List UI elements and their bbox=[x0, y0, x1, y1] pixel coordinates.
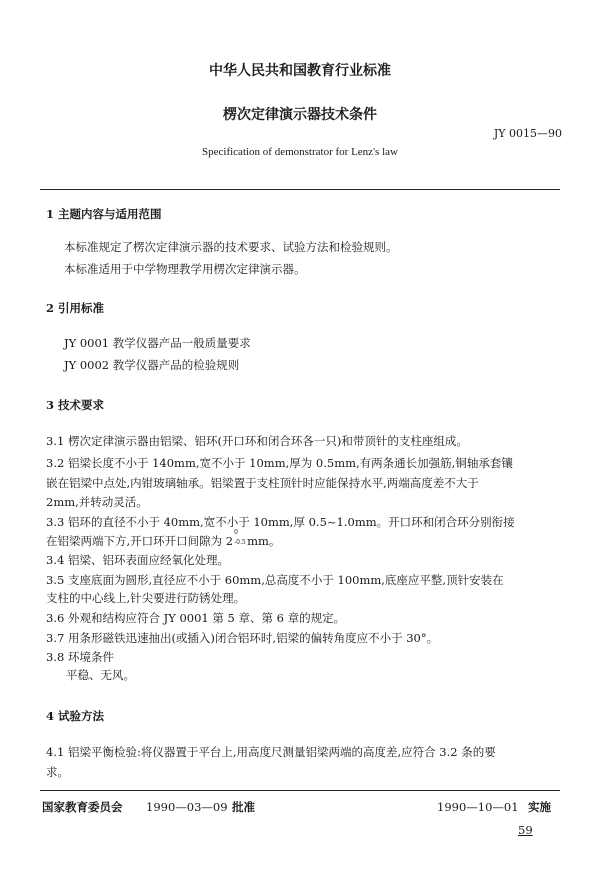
approval-date: 1990—03—09 bbox=[146, 800, 228, 814]
clause-3-3-line-1: 3.3 铝环的直径不小于 40mm,宽不小于 10mm,厚 0.5~1.0mm。开口环和闭合环分别衔接 bbox=[46, 515, 515, 529]
clause-3-5-line-2: 支柱的中心线上,针尖要进行防锈处理。 bbox=[46, 591, 246, 605]
english-title: Specification of demonstrator for Lenz's law bbox=[202, 146, 398, 158]
footer-divider bbox=[40, 790, 560, 791]
implementation-label: 实施 bbox=[528, 800, 551, 814]
clause-4-1-line-2: 求。 bbox=[46, 765, 69, 779]
issuing-committee: 国家教育委员会 bbox=[42, 800, 123, 814]
clause-3-2-line-3: 2mm,并转动灵活。 bbox=[46, 495, 148, 509]
section-2-heading: 2 引用标准 bbox=[46, 301, 105, 315]
clause-3-3-unit: mm。 bbox=[247, 534, 281, 548]
section-3-heading: 3 技术要求 bbox=[46, 398, 105, 412]
clause-3-8: 3.8 环境条件 bbox=[46, 650, 114, 664]
section-4-heading: 4 试验方法 bbox=[46, 709, 105, 723]
section-1-para-1: 本标准规定了楞次定律演示器的技术要求、试验方法和检验规则。 bbox=[64, 240, 398, 254]
section-1-heading: 1 主题内容与适用范围 bbox=[46, 207, 162, 221]
clause-4-1-line-1: 4.1 铝梁平衡检验:将仪器置于平台上,用高度尺测量铝梁两端的高度差,应符合 3.2 条的要 bbox=[46, 745, 496, 759]
standard-number: JY 0015—90 bbox=[493, 127, 562, 140]
header-divider bbox=[40, 189, 560, 190]
clause-3-5-line-1: 3.5 支座底面为圆形,直径应不小于 60mm,总高度不小于 100mm,底座应平整,顶针安装在 bbox=[46, 573, 504, 587]
implementation-date: 1990—10—01 bbox=[437, 800, 519, 814]
page-number: 59 bbox=[518, 823, 533, 837]
doc-title: 楞次定律演示器技术条件 bbox=[223, 107, 377, 123]
clause-3-2-line-1: 3.2 铝梁长度不小于 140mm,宽不小于 10mm,厚为 0.5mm,有两条通长加强筋,铜轴承套镶 bbox=[46, 456, 513, 470]
approval-label: 批准 bbox=[232, 800, 255, 814]
clause-3-6: 3.6 外观和结构应符合 JY 0001 第 5 章、第 6 章的规定。 bbox=[46, 611, 346, 625]
clause-3-3-text: 在铝梁两端下方,开口环开口间隙为 2 bbox=[46, 534, 234, 548]
clause-3-4: 3.4 铝梁、铝环表面应经氧化处理。 bbox=[46, 553, 229, 567]
section-1-para-2: 本标准适用于中学物理教学用楞次定律演示器。 bbox=[64, 262, 306, 276]
tolerance-upper: 0 bbox=[234, 529, 238, 536]
clause-3-1: 3.1 楞次定律演示器由铝梁、铝环(开口环和闭合环各一只)和带顶针的支柱座组成。 bbox=[46, 434, 468, 448]
clause-3-3-line-2 bbox=[46, 529, 281, 548]
reference-jy0001: JY 0001 教学仪器产品一般质量要求 bbox=[64, 336, 251, 350]
clause-3-7: 3.7 用条形磁铁迅速抽出(或插入)闭合铝环时,铝梁的偏转角度应不小于 30°。 bbox=[46, 631, 439, 645]
org-title: 中华人民共和国教育行业标准 bbox=[209, 63, 391, 79]
clause-3-8-conditions: 平稳、无风。 bbox=[66, 668, 135, 682]
reference-jy0002: JY 0002 教学仪器产品的检验规则 bbox=[64, 358, 240, 372]
clause-3-2-line-2: 嵌在铝梁中点处,内钳玻璃轴承。铝梁置于支柱顶针时应能保持水平,两端高度差不大于 bbox=[46, 476, 479, 490]
tolerance-lower: -0.5 bbox=[234, 539, 246, 546]
